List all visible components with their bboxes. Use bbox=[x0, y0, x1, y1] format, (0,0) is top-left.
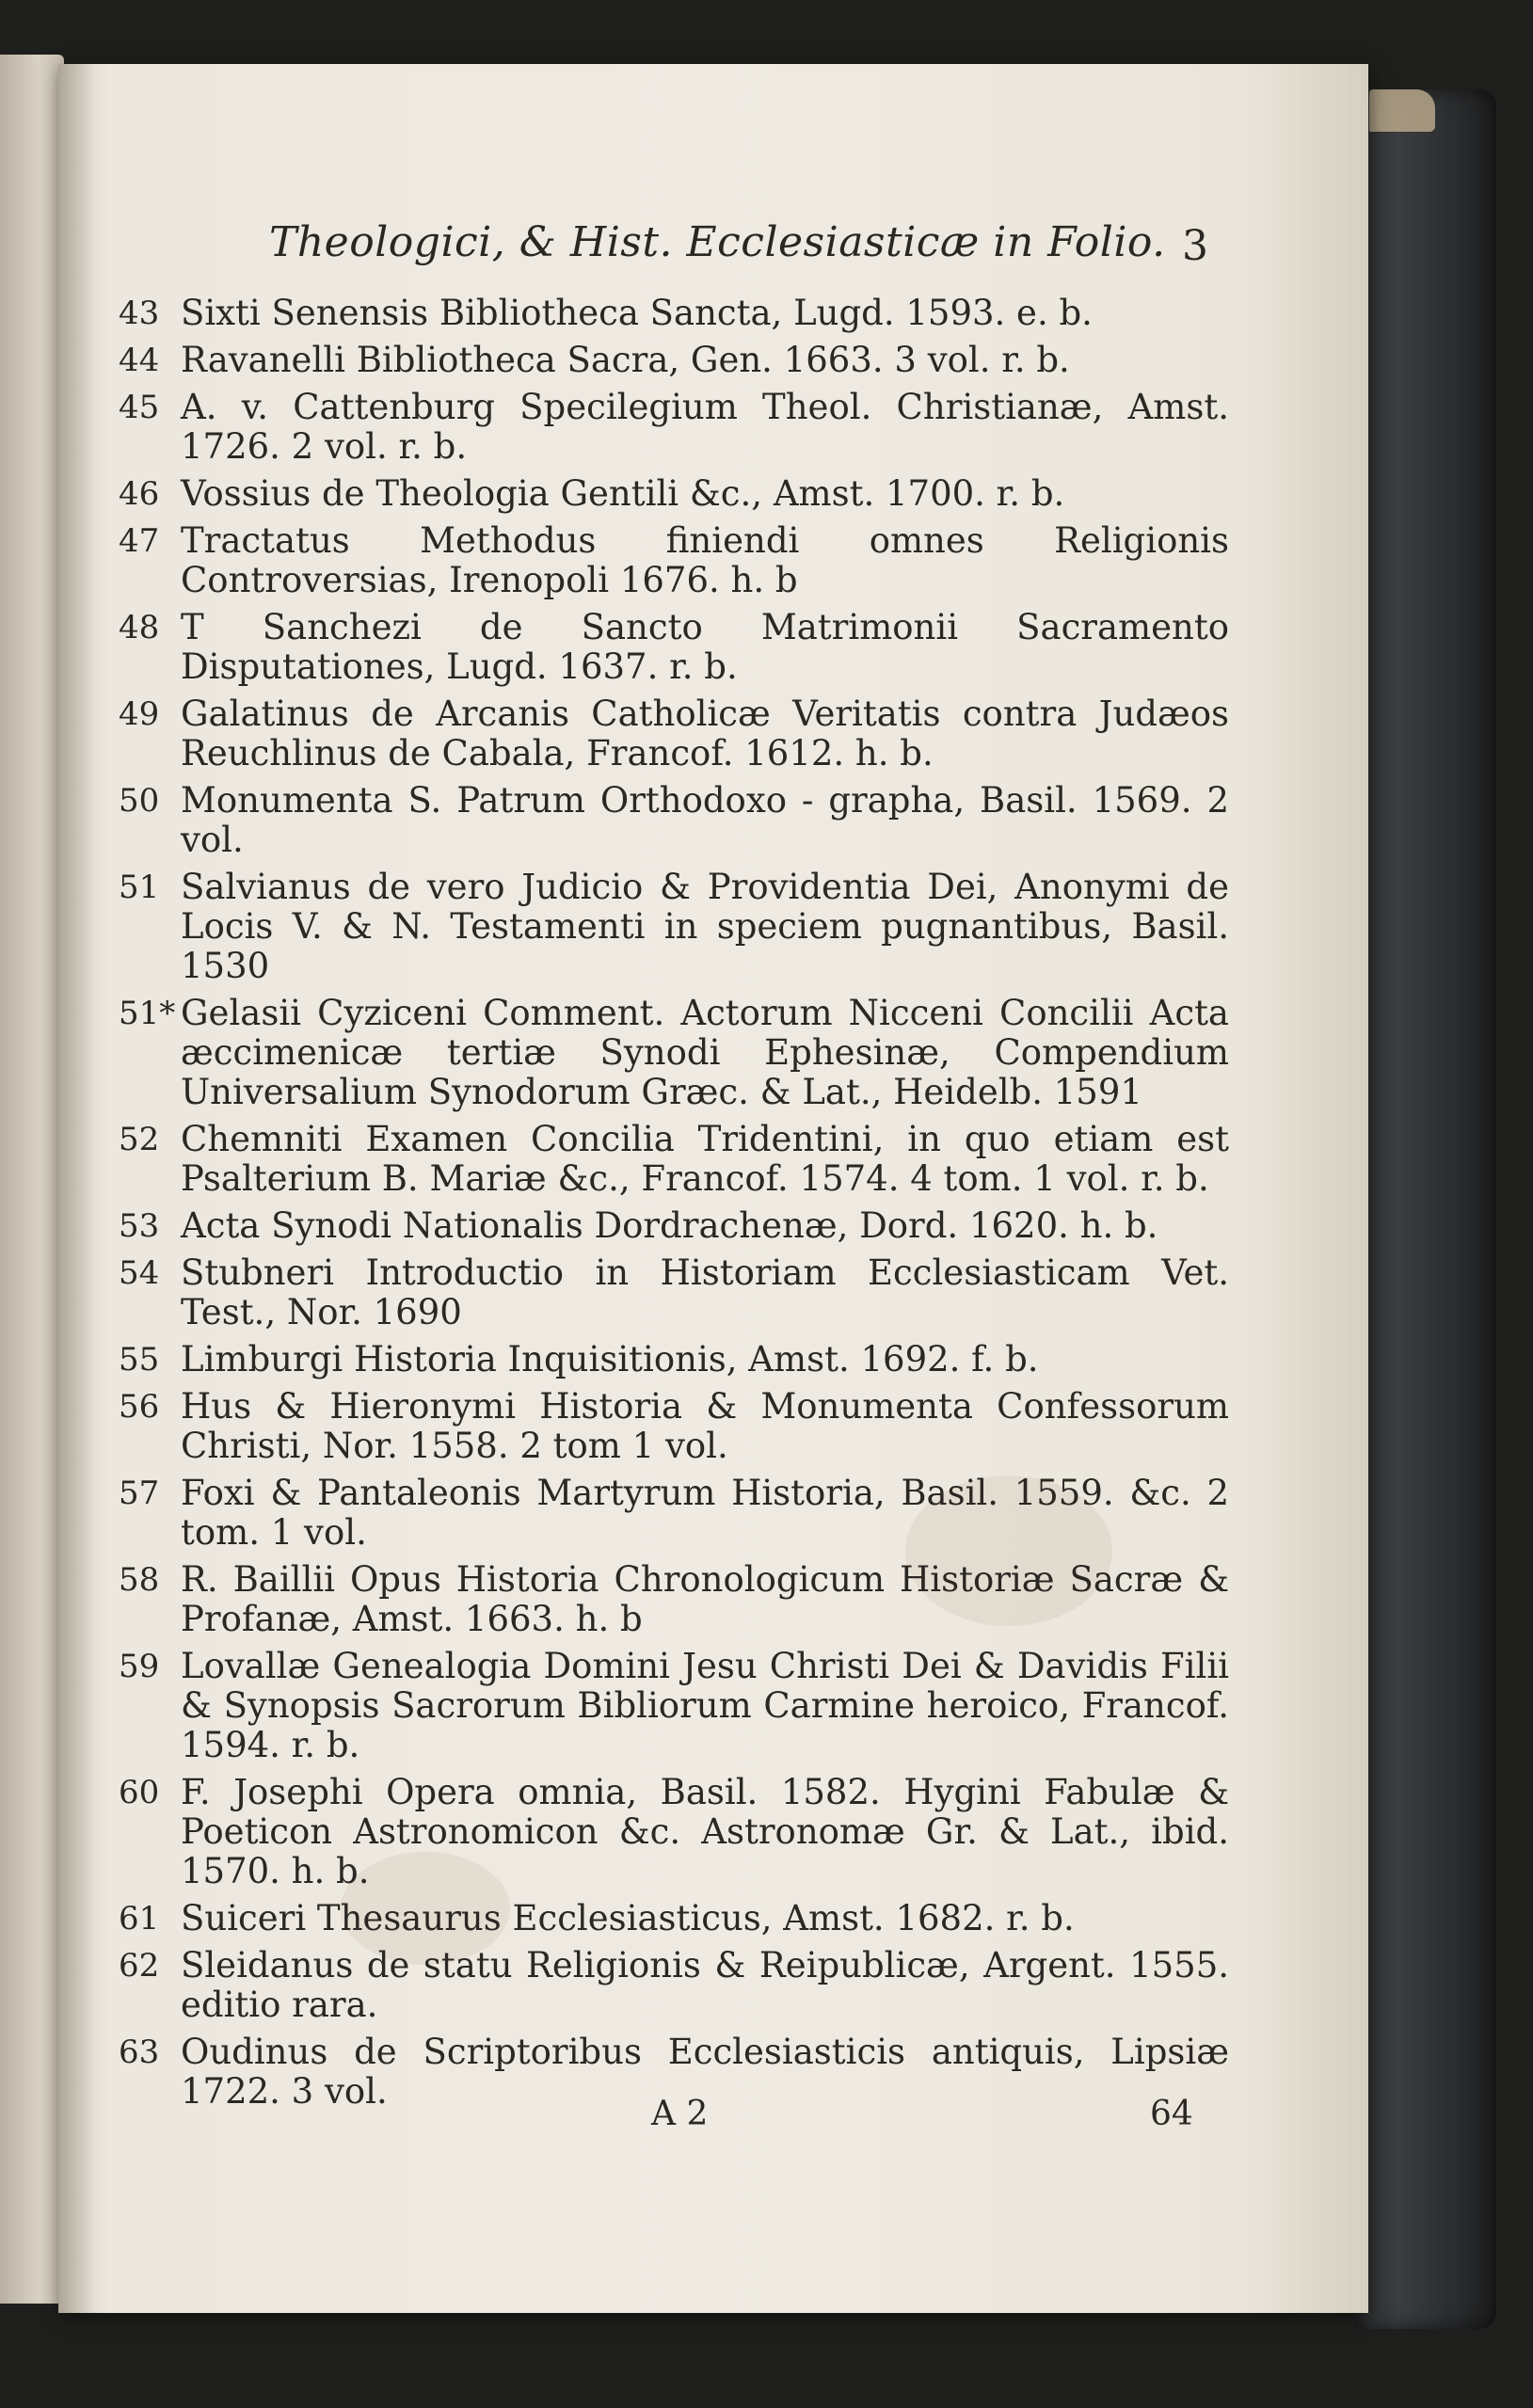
entry-number: 61 bbox=[119, 1900, 160, 1938]
entry-text: Vossius de Theologia Gentili &c., Amst. 1700. r. b. bbox=[181, 473, 1065, 514]
catalogue-entry bbox=[119, 474, 1229, 514]
catalogue-entry bbox=[119, 994, 1229, 1112]
catalogue-entry bbox=[119, 1647, 1229, 1765]
signature-mark: A 2 bbox=[651, 2095, 709, 2133]
entry-number: 58 bbox=[119, 1561, 160, 1599]
entry-number: 63 bbox=[119, 2033, 160, 2071]
entry-text: F. Josephi Opera omnia, Basil. 1582. Hygini Fabulæ & Poeticon Astronomicon &c. Astronomæ Gr. & Lat., ibid. 1570. h. b. bbox=[181, 1772, 1229, 1891]
entry-number: 55 bbox=[119, 1341, 160, 1379]
entry-text: Limburgi Historia Inquisitionis, Amst. 1692. f. b. bbox=[181, 1339, 1039, 1379]
entry-text: Monumenta S. Patrum Orthodoxo - grapha, Basil. 1569. 2 vol. bbox=[181, 780, 1229, 860]
catalogue-entry bbox=[119, 1387, 1229, 1466]
catalogue-entry bbox=[119, 868, 1229, 986]
entry-number: 57 bbox=[119, 1475, 160, 1512]
entry-text: A. v. Cattenburg Specilegium Theol. Christianæ, Amst. 1726. 2 vol. r. b. bbox=[181, 387, 1229, 467]
catalogue-entry bbox=[119, 608, 1229, 687]
entry-number: 47 bbox=[119, 522, 160, 560]
page-number: 3 bbox=[1182, 222, 1208, 270]
entry-text: Foxi & Pantaleonis Martyrum Historia, Basil. 1559. &c. 2 tom. 1 vol. bbox=[181, 1473, 1229, 1553]
entry-text: Salvianus de vero Judicio & Providentia Dei, Anonymi de Locis V. & N. Testamenti in speciem pugnantibus, Basil. 1530 bbox=[181, 867, 1229, 986]
entry-text: Stubneri Introductio in Historiam Ecclesiasticam Vet. Test., Nor. 1690 bbox=[181, 1252, 1229, 1332]
entry-number: 54 bbox=[119, 1254, 160, 1292]
entry-text: Sleidanus de statu Religionis & Reipublicæ, Argent. 1555. editio rara. bbox=[181, 1945, 1229, 2025]
entry-number: 52 bbox=[119, 1121, 160, 1158]
entry-number: 46 bbox=[119, 475, 160, 513]
catalogue-entry bbox=[119, 1899, 1229, 1938]
entry-number: 59 bbox=[119, 1648, 160, 1685]
left-page-edge bbox=[0, 55, 64, 2304]
entry-number: 51 bbox=[119, 869, 160, 906]
entry-text: Tractatus Methodus finiendi omnes Religionis Controversias, Irenopoli 1676. h. b bbox=[181, 520, 1229, 600]
cover-wear bbox=[1369, 89, 1435, 132]
entry-number: 56 bbox=[119, 1388, 160, 1426]
catalogue-entry bbox=[119, 1560, 1229, 1639]
entry-text: Gelasii Cyziceni Comment. Actorum Nicceni Concilii Acta æccimenicæ tertiæ Synodi Ephesinæ, Compendium Universalium Synodorum Græc. & Lat., Heidelb. 1591 bbox=[181, 993, 1229, 1112]
entry-number: 51* bbox=[119, 995, 176, 1032]
catalogue-entry bbox=[119, 1253, 1229, 1332]
catalogue-list bbox=[119, 294, 1229, 2112]
entry-text: Chemniti Examen Concilia Tridentini, in quo etiam est Psalterium B. Mariæ &c., Francof. 1574. 4 tom. 1 vol. r. b. bbox=[181, 1119, 1229, 1199]
book-cover bbox=[1355, 89, 1496, 2329]
catalogue-entry bbox=[119, 388, 1229, 467]
catalogue-entry bbox=[119, 521, 1229, 600]
entry-text: T Sanchezi de Sancto Matrimonii Sacramento Disputationes, Lugd. 1637. r. b. bbox=[181, 607, 1229, 687]
entry-number: 48 bbox=[119, 609, 160, 646]
catchword: 64 bbox=[1150, 2095, 1193, 2133]
entry-number: 60 bbox=[119, 1774, 160, 1811]
entry-text: Ravanelli Bibliotheca Sacra, Gen. 1663. 3 vol. r. b. bbox=[181, 340, 1070, 380]
catalogue-entry bbox=[119, 341, 1229, 380]
entry-number: 62 bbox=[119, 1947, 160, 1985]
catalogue-entry bbox=[119, 694, 1229, 773]
catalogue-entry bbox=[119, 1946, 1229, 2025]
entry-text: Hus & Hieronymi Historia & Monumenta Confessorum Christi, Nor. 1558. 2 tom 1 vol. bbox=[181, 1386, 1229, 1466]
running-title: Theologici, & Hist. Ecclesiasticæ in Folio. bbox=[269, 218, 1166, 266]
entry-text: Galatinus de Arcanis Catholicæ Veritatis contra Judæos Reuchlinus de Cabala, Francof. 1612. h. b. bbox=[181, 694, 1229, 773]
catalogue-entry bbox=[119, 1340, 1229, 1379]
entry-number: 44 bbox=[119, 342, 160, 379]
entry-text: Lovallæ Genealogia Domini Jesu Christi Dei & Davidis Filii & Synopsis Sacrorum Bibliorum Carmine heroico, Francof. 1594. r. b. bbox=[181, 1646, 1229, 1765]
entry-number: 50 bbox=[119, 782, 160, 820]
entry-text: Sixti Senensis Bibliotheca Sancta, Lugd. 1593. e. b. bbox=[181, 293, 1093, 333]
entry-text: Suiceri Thesaurus Ecclesiasticus, Amst. 1682. r. b. bbox=[181, 1898, 1075, 1938]
catalogue-entry bbox=[119, 781, 1229, 860]
catalogue-entry bbox=[119, 1773, 1229, 1891]
entry-text: R. Baillii Opus Historia Chronologicum Historiæ Sacræ & Profanæ, Amst. 1663. h. b bbox=[181, 1559, 1229, 1639]
entry-text: Acta Synodi Nationalis Dordrachenæ, Dord. 1620. h. b. bbox=[181, 1205, 1158, 1246]
entry-text: Oudinus de Scriptoribus Ecclesiasticis antiquis, Lipsiæ 1722. 3 vol. bbox=[181, 2032, 1229, 2112]
spine-shadow bbox=[58, 64, 96, 2313]
catalogue-entry bbox=[119, 294, 1229, 333]
entry-number: 53 bbox=[119, 1207, 160, 1245]
catalogue-entry bbox=[119, 1206, 1229, 1246]
entry-number: 45 bbox=[119, 389, 160, 426]
catalogue-entry bbox=[119, 1474, 1229, 1553]
entry-number: 49 bbox=[119, 695, 160, 733]
entry-number: 43 bbox=[119, 295, 160, 332]
running-header bbox=[269, 218, 1210, 275]
catalogue-entry bbox=[119, 1120, 1229, 1199]
